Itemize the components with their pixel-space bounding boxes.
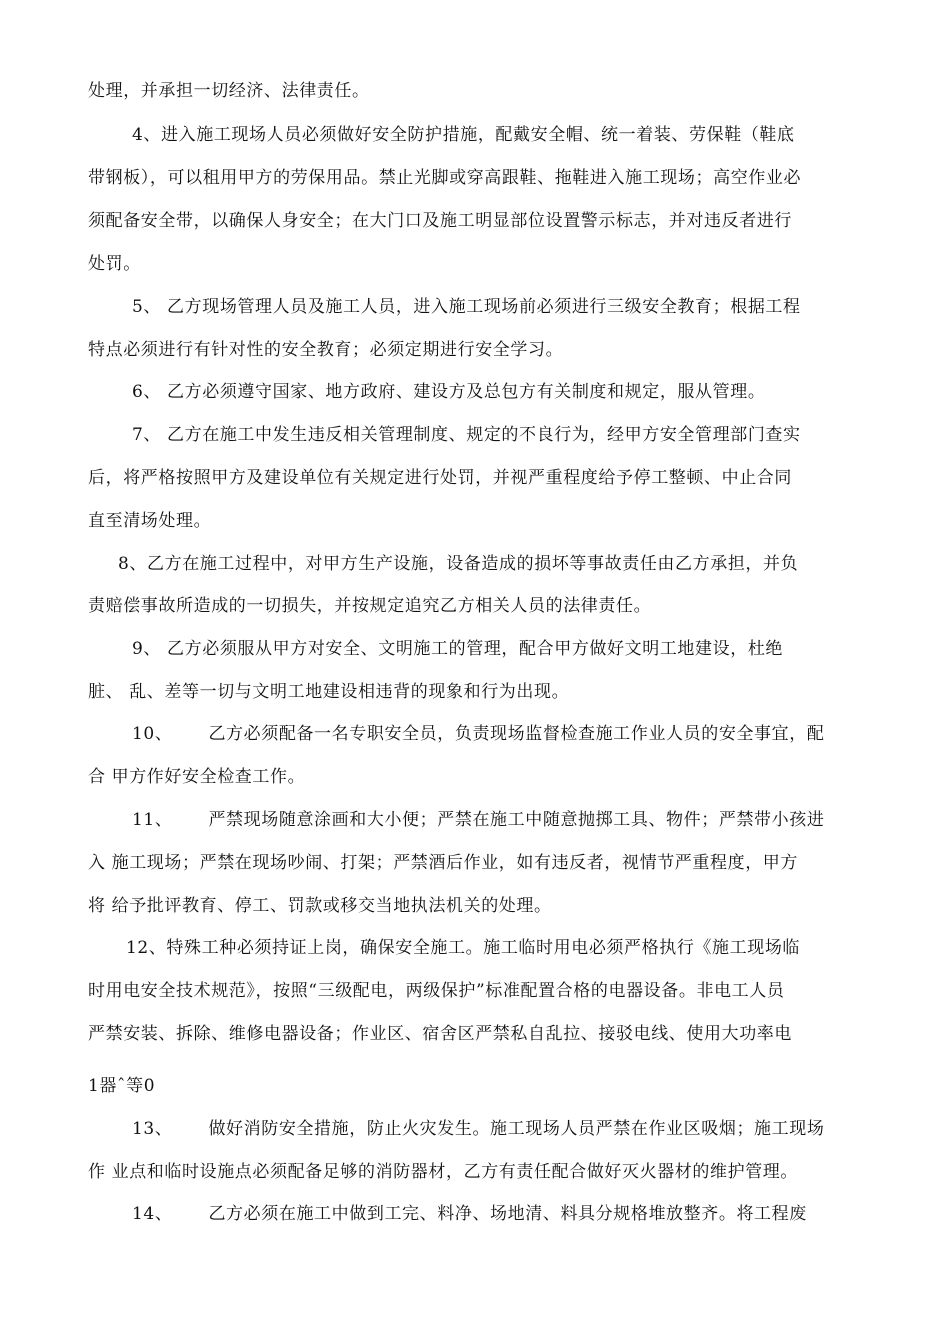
text-line: 11、 严禁现场随意涂画和大小便；严禁在施工中随意抛掷工具、物件；严禁带小孩进 [132, 810, 825, 830]
text-line: 9、 乙方必须服从甲方对安全、文明施工的管理，配合甲方做好文明工地建设，杜绝 [132, 639, 784, 659]
text-line: 特点必须进行有针对性的安全教育；必须定期进行安全学习。 [88, 340, 564, 360]
text-line: 13、 做好消防安全措施，防止火灾发生。施工现场人员严禁在作业区吸烟；施工现场 [132, 1119, 825, 1139]
text-line: 直至清场处理。 [88, 511, 212, 531]
text-line: 14、 乙方必须在施工中做到工完、料净、场地清、料具分规格堆放整齐。将工程废 [132, 1204, 807, 1224]
text-line: 时用电安全技术规范》，按照“三级配电，两级保护”标准配置合格的电器设备。非电工人员 [88, 981, 785, 1001]
text-line: 入 施工现场；严禁在现场吵闹、打架；严禁酒后作业，如有违反者，视情节严重程度，甲方 [88, 853, 799, 873]
text-line: 12、特殊工种必须持证上岗，确保安全施工。施工临时用电必须严格执行《施工现场临 [126, 938, 801, 958]
text-line: 作 业点和临时设施点必须配备足够的消防器材，乙方有责任配合做好灭火器材的维护管理。 [88, 1162, 799, 1182]
text-line: 合 甲方作好安全检查工作。 [88, 767, 306, 787]
text-line: 须配备安全带，以确保人身安全；在大门口及施工明显部位设置警示标志，并对违反者进行 [88, 211, 792, 231]
text-line: 脏、 乱、差等一切与文明工地建设相违背的现象和行为出现。 [88, 682, 570, 702]
text-line: 带钢板），可以租用甲方的劳保用品。禁止光脚或穿高跟鞋、拖鞋进入施工现场；高空作业必 [88, 168, 802, 188]
text-line: 7、 乙方在施工中发生违反相关管理制度、规定的不良行为，经甲方安全管理部门查实 [132, 425, 801, 445]
text-line: 6、 乙方必须遵守国家、地方政府、建设方及总包方有关制度和规定，服从管理。 [132, 382, 766, 402]
text-line: 10、 乙方必须配备一名专职安全员，负责现场监督检查施工作业人员的安全事宜，配 [132, 724, 825, 744]
text-line: 1器ˆ等0 [88, 1076, 156, 1096]
text-line: 责赔偿事故所造成的一切损失，并按规定追究乙方相关人员的法律责任。 [88, 596, 652, 616]
text-line: 4、进入施工现场人员必须做好安全防护措施，配戴安全帽、统一着装、劳保鞋（鞋底 [132, 125, 795, 145]
text-line: 将 给予批评教育、停工、罚款或移交当地执法机关的处理。 [88, 896, 552, 916]
text-line: 后，将严格按照甲方及建设单位有关规定进行处罚，并视严重程度给予停工整顿、中止合同 [88, 468, 792, 488]
text-line: 8、乙方在施工过程中，对甲方生产设施，设备造成的损坏等事故责任由乙方承担，并负 [118, 554, 799, 574]
text-line: 处理，并承担一切经济、法律责任。 [88, 81, 370, 101]
text-line: 处罚。 [88, 254, 141, 274]
text-line: 严禁安装、拆除、维修电器设备；作业区、宿舍区严禁私自乱拉、接驳电线、使用大功率电 [88, 1024, 792, 1044]
text-line: 5、 乙方现场管理人员及施工人员，进入施工现场前必须进行三级安全教育；根据工程 [132, 297, 801, 317]
